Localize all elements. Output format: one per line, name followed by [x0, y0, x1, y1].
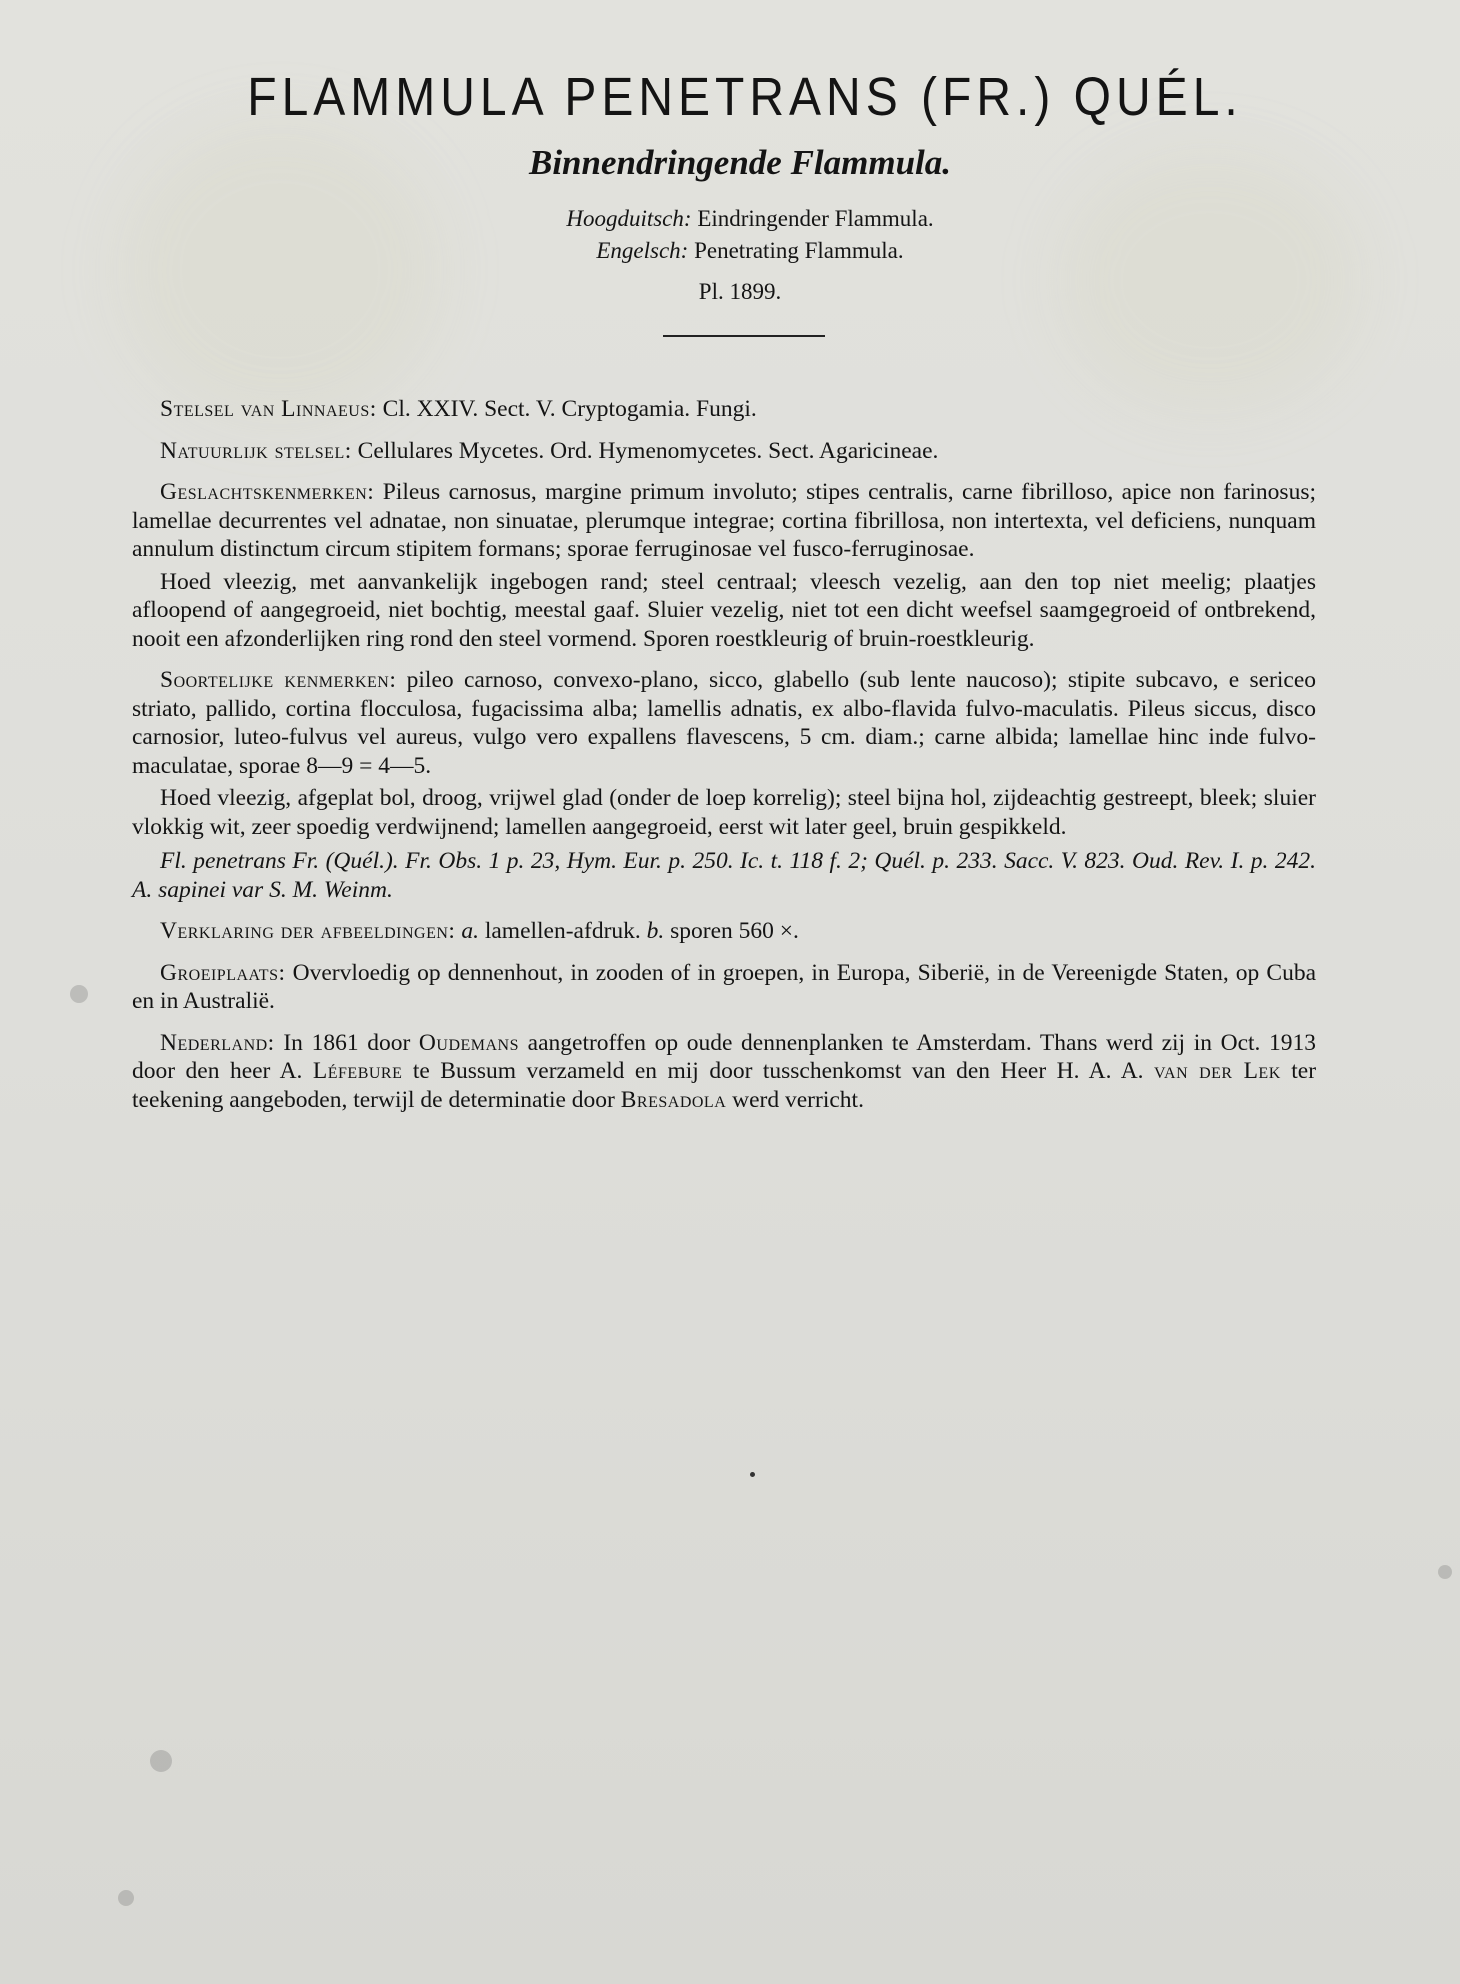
divider-rule: [663, 335, 825, 337]
english-name: Penetrating Flammula.: [694, 238, 904, 263]
paper-spot: [70, 985, 88, 1003]
netherlands-paragraph: [132, 1029, 1316, 1115]
habitat-label: Groeiplaats:: [160, 959, 286, 986]
ink-dot: [750, 1472, 755, 1477]
species-text: pileo carnoso, convexo-plano, sicco, glabello (sub lente naucoso); stipite subcavo, e sericeo striato, pallido, cortina flocculosa, fugacissima alba; lamellis adnatis, ex albo-flavida fulvo-maculatis. Pileus siccus, disco carnosior, luteo-fulvus vel aureus, vulgo vero expallens flavescens, 5 cm. diam.; carne albida; lamellae hinc inde fulvo-maculatae, sporae 8—9 = 4—5.: [132, 667, 1317, 779]
netherlands-text-2: aangetroffen op oude dennenplanken te Amsterdam. Thans werd zij in Oct. 1913 door den heer A.: [132, 1029, 1317, 1084]
person-oudemans: Oudemans: [418, 1029, 520, 1056]
english-name-line: [40, 235, 1460, 267]
netherlands-text-5: werd verricht.: [732, 1086, 864, 1113]
species-label: Soortelijke kenmerken:: [160, 667, 397, 693]
natural-system-paragraph: [132, 437, 1316, 466]
natural-system-text: Cellulares Mycetes. Ord. Hymenomycetes. Sect. Agaricineae.: [357, 437, 939, 464]
genus-label: Geslachtskenmerken:: [160, 479, 375, 505]
page-header: [0, 67, 1460, 337]
description-body: [132, 395, 1316, 1127]
figures-paragraph: [132, 917, 1316, 946]
netherlands-label: Nederland:: [160, 1029, 275, 1056]
paper-spot: [118, 1890, 134, 1906]
common-names: [0, 203, 1460, 267]
species-title: FLAMMULA PENETRANS (FR.) QUÉL.: [247, 67, 1243, 128]
paper-spot: [150, 1750, 172, 1772]
figure-b-text: sporen 560 ×.: [670, 918, 799, 944]
plate-number: Pl. 1899.: [698, 279, 782, 304]
linnaeus-label: Stelsel van Linnaeus:: [160, 396, 377, 422]
natural-system-label: Natuurlijk stelsel:: [160, 437, 352, 464]
habitat-paragraph: [132, 959, 1316, 1016]
linnaeus-paragraph: [132, 395, 1316, 424]
paper-spot: [1438, 1565, 1452, 1579]
figure-b-marker: b.: [646, 918, 665, 944]
dutch-name: Binnendringende Flammula.: [528, 143, 952, 182]
linnaeus-text: Cl. XXIV. Sect. V. Cryptogamia. Fungi.: [382, 396, 757, 422]
figures-label: Verklaring der afbeeldingen:: [160, 918, 456, 944]
genus-dutch-paragraph: Hoed vleezig, met aanvankelijk ingebogen rand; steel centraal; vleesch vezelig, aan den top niet meelig; plaatjes afloopend of aangegroeid, niet bochtig, meestal gaaf. Sluier vezelig, niet tot een dicht weefsel saamgegroeid of ontbrekend, nooit een afzonderlijken ring rond den steel vormend. Sporen roestkleurig of bruin-roestkleurig.: [132, 568, 1316, 652]
english-label: Engelsch:: [596, 238, 689, 263]
german-name-line: [40, 203, 1460, 235]
habitat-text: Overvloedig op dennenhout, in zooden of in groepen, in Europa, Siberië, in de Vereenigde Staten, op Cuba en in Australië.: [132, 959, 1317, 1014]
german-label: Hoogduitsch:: [566, 206, 692, 231]
person-lefebure: Léfebure: [312, 1058, 403, 1084]
genus-paragraph: [132, 478, 1316, 564]
netherlands-text-3: te Bussum verzameld en mij door tusschenkomst van den Heer H. A. A.: [412, 1058, 1144, 1084]
species-paragraph: [132, 666, 1316, 780]
person-bresadola: Bresadola: [620, 1086, 727, 1113]
german-name: Eindringender Flammula.: [697, 206, 934, 231]
person-van-der-lek: van der Lek: [1154, 1058, 1281, 1084]
netherlands-text-1: In 1861 door: [283, 1029, 411, 1056]
figure-a-marker: a.: [461, 918, 479, 944]
netherlands-text-4: ter teekening aangeboden, terwijl de determinatie door: [132, 1058, 1317, 1113]
figure-a-text: lamellen-afdruk.: [484, 918, 641, 944]
references-paragraph: Fl. penetrans Fr. (Quél.). Fr. Obs. 1 p. 23, Hym. Eur. p. 250. Ic. t. 118 f. 2; Quél. p. 233. Sacc. V. 823. Oud. Rev. I. p. 242. A. sapinei var S. M. Weinm.: [132, 848, 1316, 903]
genus-text: Pileus carnosus, margine primum involuto; stipes centralis, carne fibrilloso, apice non farinosus; lamellae decurrentes vel adnatae, non sinuatae, plerumque integrae; cortina fibrillosa, non intertexta, vel deficiens, nunquam annulum distinctum circum stipitem formans; sporae ferruginosae vel fusco-ferruginosae.: [132, 479, 1316, 562]
species-dutch-paragraph: Hoed vleezig, afgeplat bol, droog, vrijwel glad (onder de loep korrelig); steel bijna hol, zijdeachtig gestreept, bleek; sluier vlokkig wit, zeer spoedig verdwijnend; lamellen aangegroeid, eerst wit later geel, bruin gespikkeld.: [132, 785, 1316, 840]
